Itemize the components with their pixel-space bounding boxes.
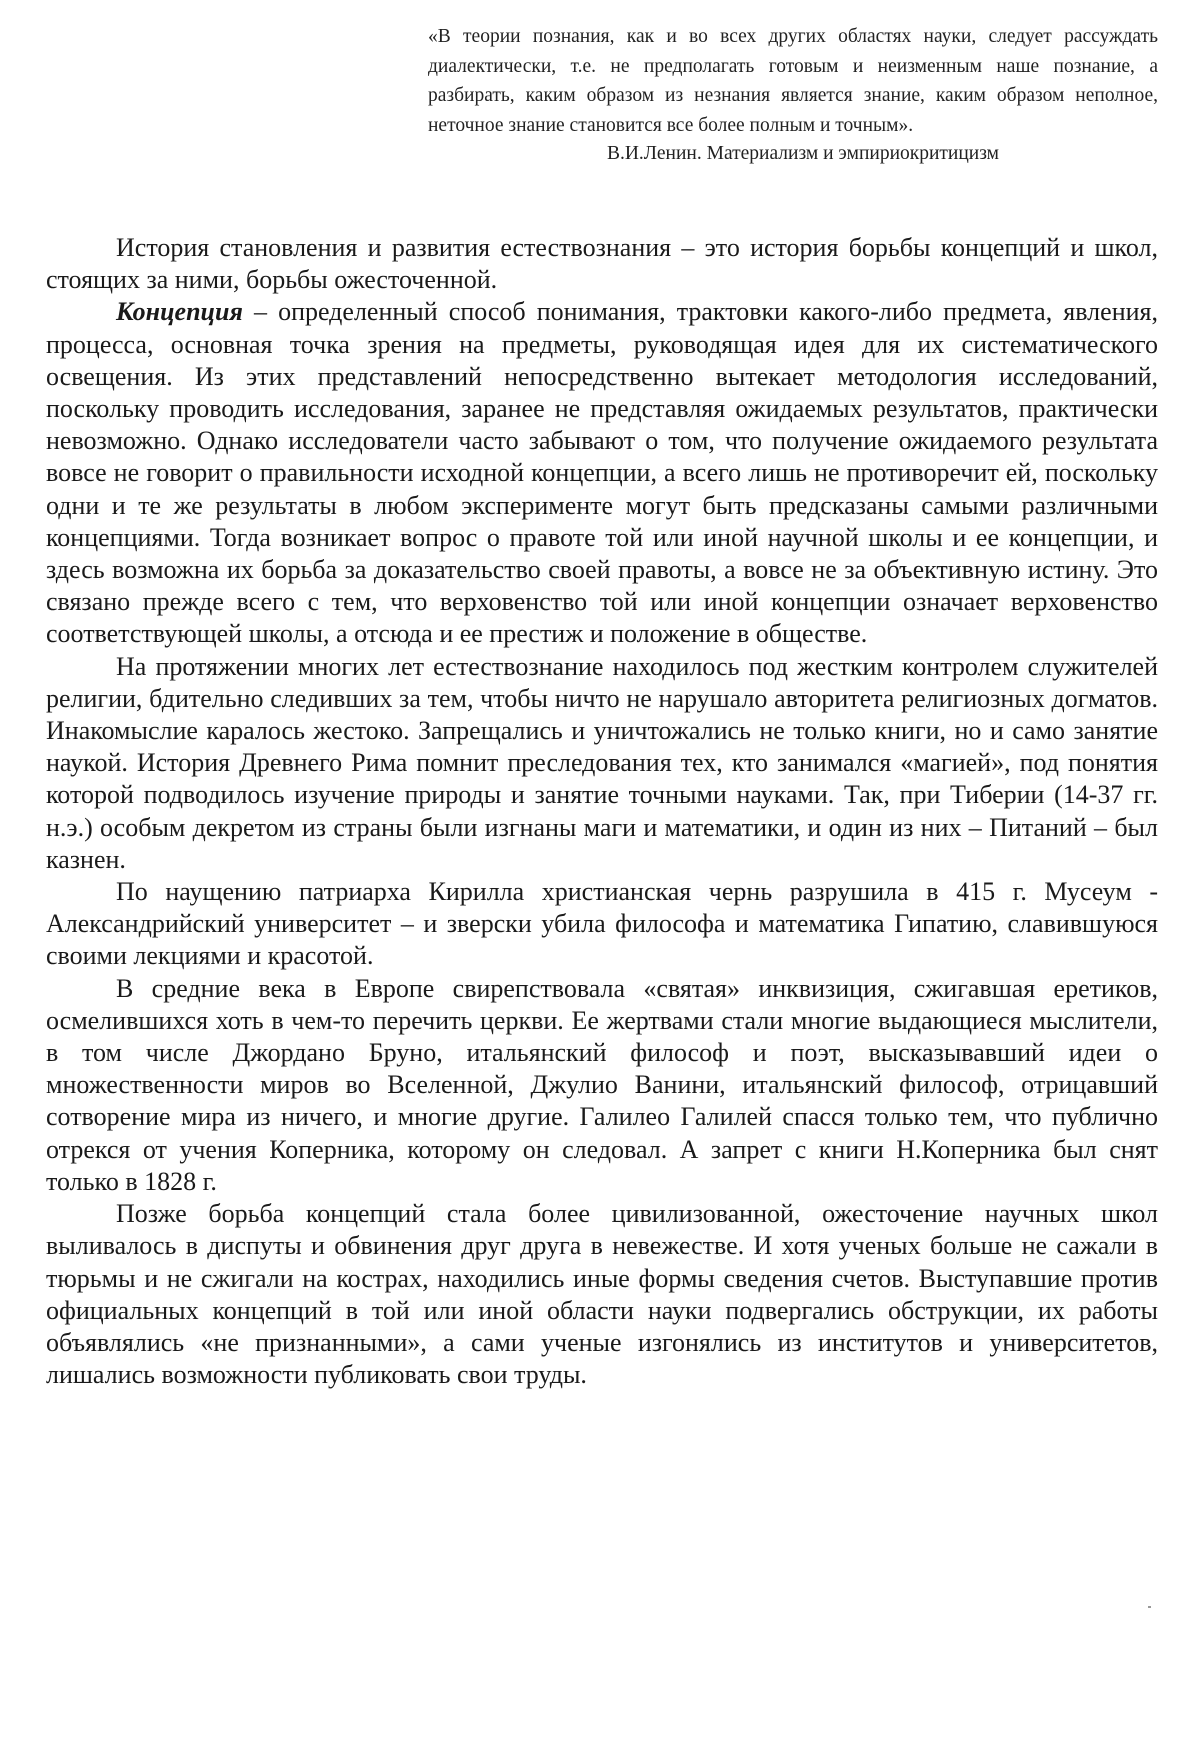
paragraph-text: На протяжении многих лет естествознание находилось под жестким контролем служителей религии, бдительно следивших за тем, чтобы ничто не нарушало авторитета религиозных догматов. Инакомыслие каралось жестоко. Запрещались и уничтожались не только книги, но и само занятие наукой. История Древнего Рима помнит преследования тех, кто занимался «магией», под понятия которой подводилось изучение природы и занятие точными науками. Так, при Тиберии (14-37 гг. н.э.) особым декретом из страны были изгнаны маги и математики, и один из них – Питаний – был казнен. [46,651,1158,874]
paragraph [46,232,1158,296]
paragraph [46,651,1158,876]
epigraph [428,22,1158,168]
paragraph [46,876,1158,973]
epigraph-quote: «В теории познания, как и во всех других областях науки, следует рассуждать диалектически, т.е. не предполагать готовым и неизменным наше познание, а разбирать, каким образом из незнания является знание, каким образом неполное, неточное знание становится все более полным и точным». [428,26,1158,136]
scan-speck [1148,1606,1151,1608]
paragraph-text: – определенный способ понимания, трактовки какого-либо предмета, явления, процесса, основная точка зрения на предметы, руководящая идея для их систематического освещения. Из этих представлений непосредственно вытекает методология исследований, поскольку проводить исследования, заранее не представляя ожидаемых результатов, практически невозможно. Однако исследователи часто забывают о том, что получение ожидаемого результата вовсе не говорит о правильности исходной концепции, а всего лишь не противоречит ей, поскольку одни и те же результаты в любом эксперименте могут быть предсказаны самыми различными концепциями. Тогда возникает вопрос о правоте той или иной научной школы и ее концепции, и здесь возможна их борьба за доказательство своей правоты, а вовсе не за объективную истину. Это связано прежде всего с тем, что верховенство той или иной концепции означает верховенство соответствующей школы, а отсюда и ее престиж и положение в обществе. [46,297,1158,649]
paragraph-text: В средние века в Европе свирепствовала «святая» инквизиция, сжигавшая еретиков, осмелившихся хоть в чем-то перечить церкви. Ее жертвами стали многие выдающиеся мыслители, в том числе Джордано Бруно, итальянский философ и поэт, высказывавший идеи о множественности миров во Вселенной, Джулио Ванини, итальянский философ, отрицавший сотворение мира из ничего, и многие другие. Галилео Галилей спасся только тем, что публично отрекся от учения Коперника, которому он следовал. А запрет с книги Н.Коперника был снят только в 1828 г. [46,973,1158,1196]
paragraph [46,973,1158,1198]
paragraph-text: По наущению патриарха Кирилла христианская чернь разрушила в 415 г. Мусеум - Александрийский университет – и зверски убила философа и математика Гипатию, славившуюся своими лекциями и красотой. [46,877,1158,971]
paragraph [46,1198,1158,1391]
paragraph-definition [46,296,1158,650]
epigraph-source: В.И.Ленин. Материализм и эмпириокритицизм [606,143,1000,164]
paragraph-text: История становления и развития естествознания – это история борьбы концепций и школ, стоящих за ними, борьбы ожесточенной. [46,233,1158,295]
paragraph-text: Позже борьба концепций стала более цивилизованной, ожесточение научных школ выливалось в диспуты и обвинения друг друга в невежестве. И хотя ученых больше не сажали в тюрьмы и не сжигали на кострах, находились иные формы сведения счетов. Выступавшие против официальных концепций в той или иной области науки подвергались обструкции, их работы объявлялись «не признанными», а сами ученые изгонялись из институтов и университетов, лишались возможности публиковать свои труды. [46,1199,1158,1390]
defined-term: Концепция [116,297,243,327]
main-text [46,232,1158,1391]
